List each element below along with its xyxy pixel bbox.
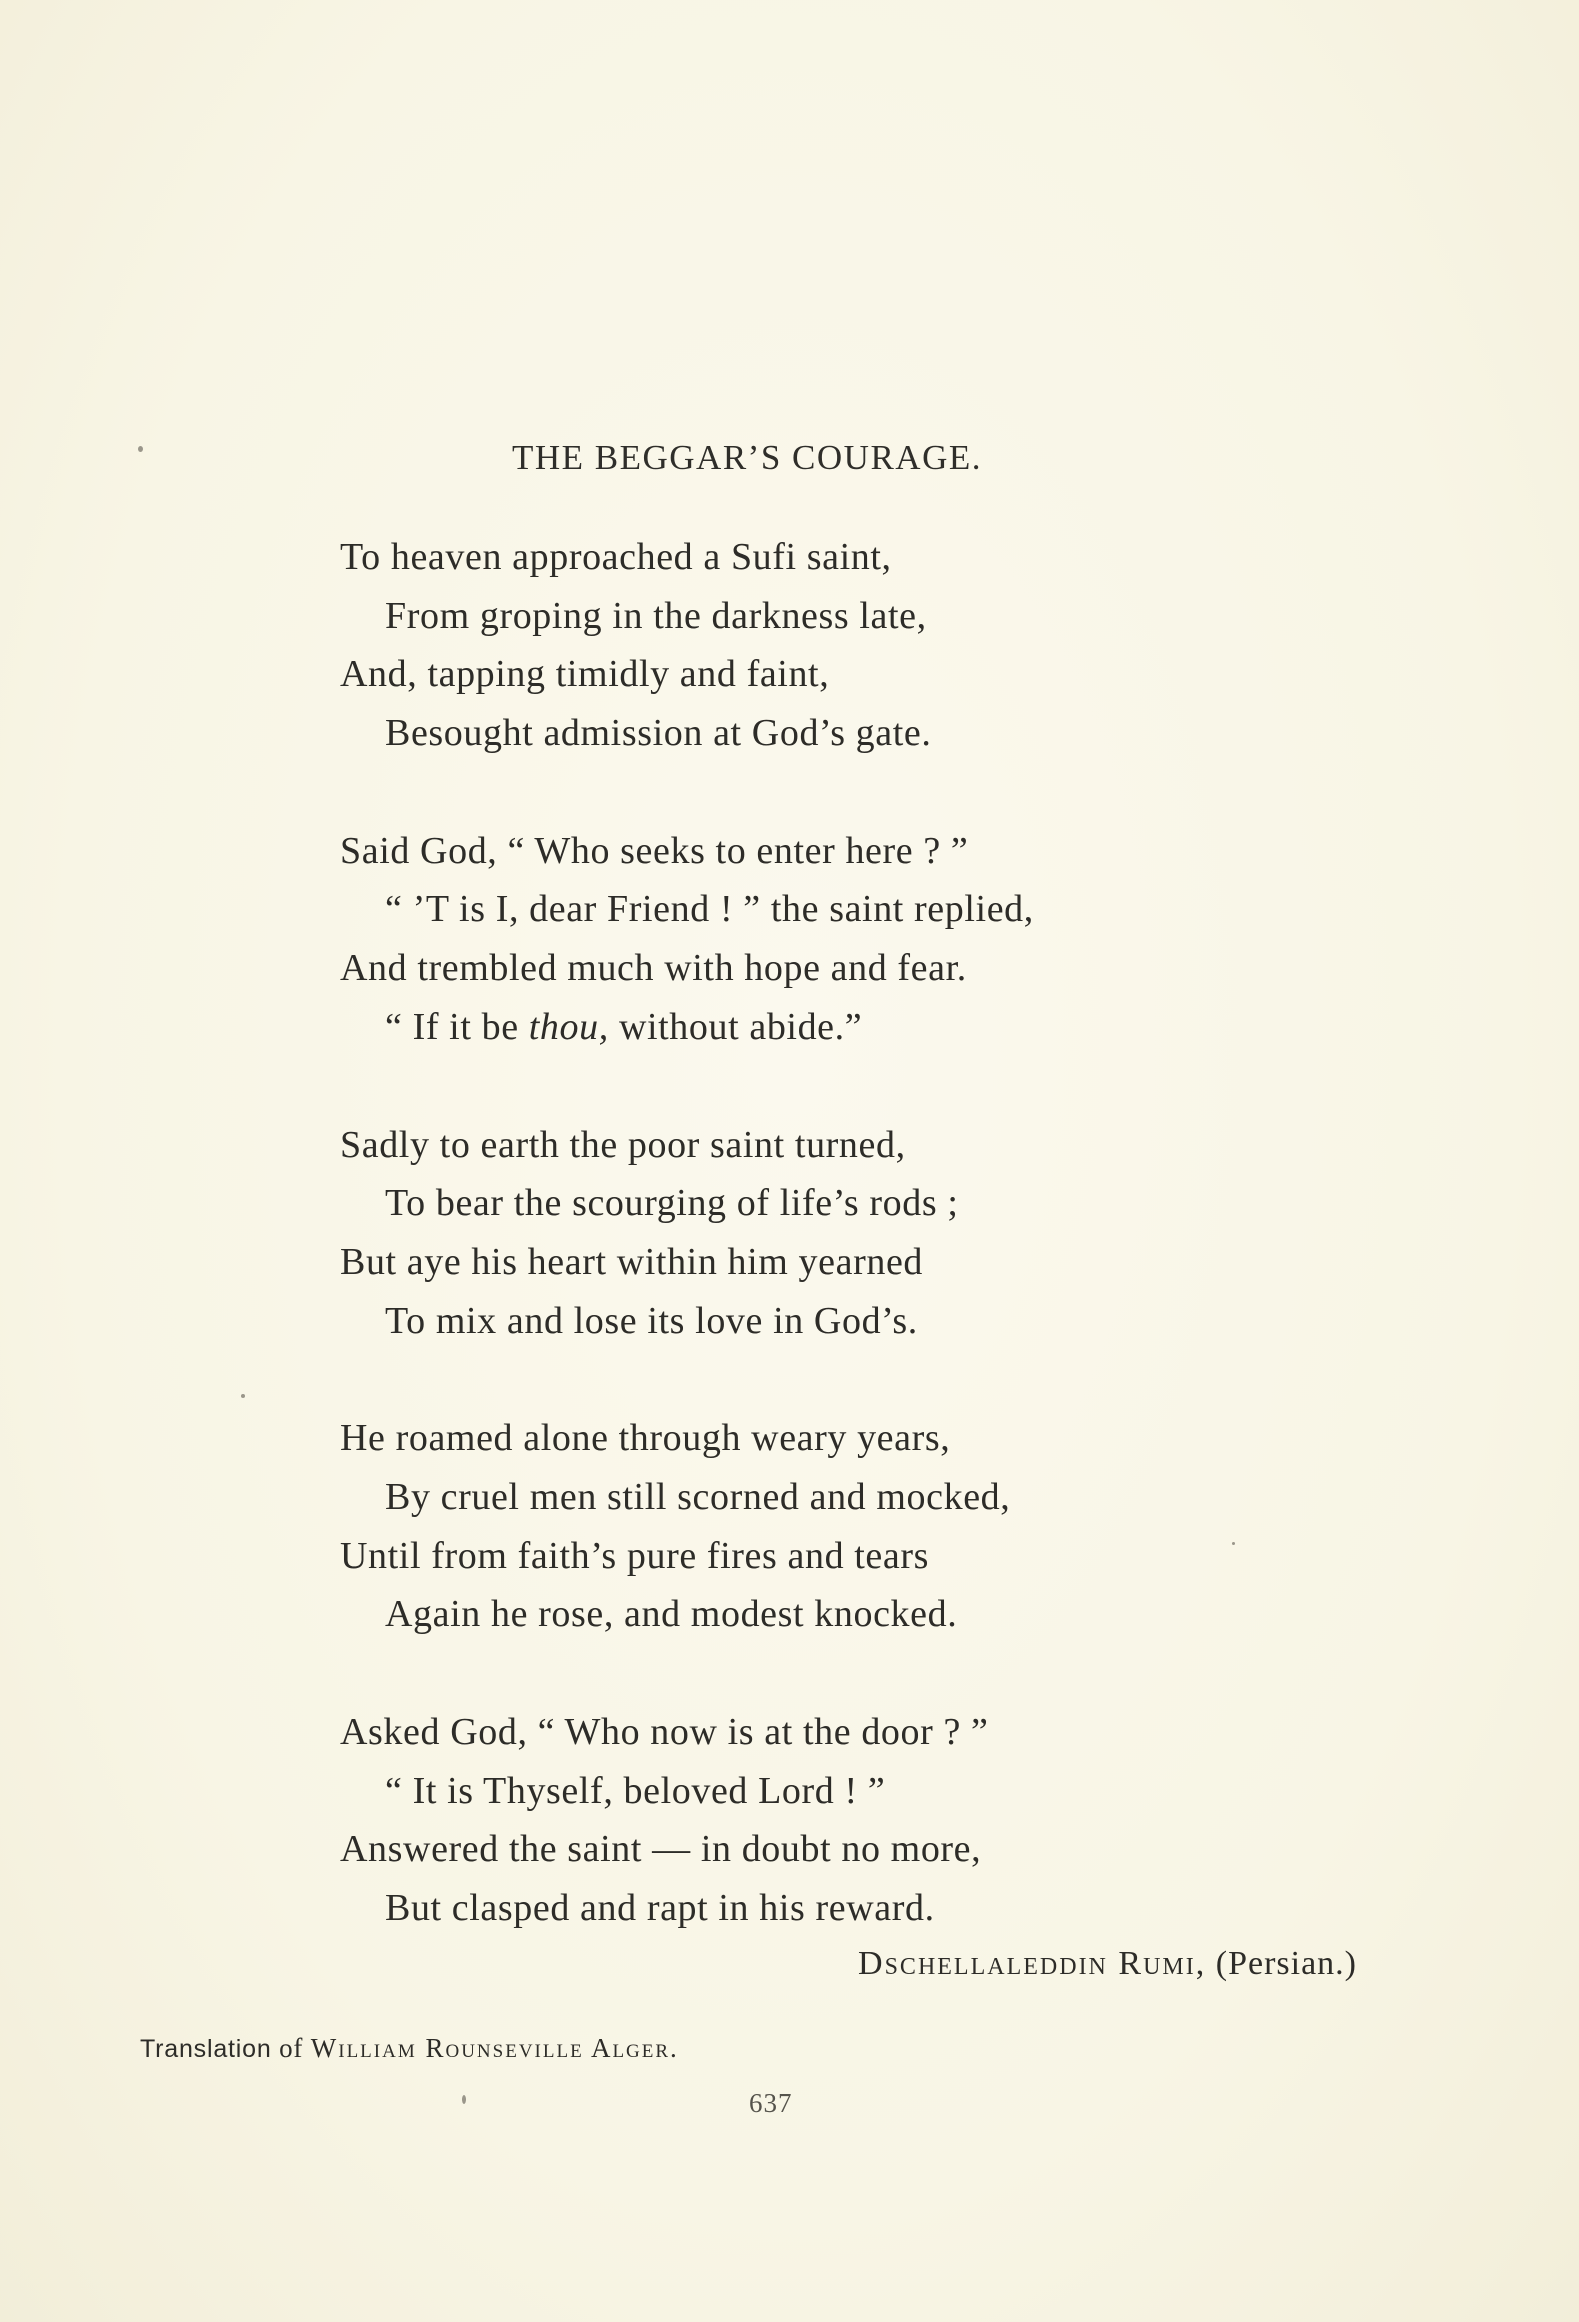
- stanza-2: [340, 822, 1240, 1057]
- paper-speck: [1232, 1542, 1235, 1545]
- poem-line: [340, 998, 1240, 1057]
- translation-label: Translation: [140, 2035, 272, 2063]
- poem-line: And trembled much with hope and fear.: [340, 947, 967, 990]
- poem-line-rest: without abide.”: [618, 1005, 863, 1048]
- poem-line: By cruel men still scorned and mocked,: [385, 1475, 1011, 1518]
- poem-line: But aye his heart within him yearned: [340, 1240, 924, 1283]
- poem-line: Answered the saint — in doubt no more,: [340, 1828, 982, 1871]
- poem-line: Asked God, “ Who now is at the door ? ”: [340, 1711, 989, 1753]
- poem-line: He roamed alone through weary years,: [340, 1417, 951, 1460]
- translator-name: William Rounseville Alger.: [310, 2033, 679, 2063]
- stanza-1: [340, 528, 1240, 763]
- poem-line: To bear the scourging of life’s rods ;: [385, 1182, 959, 1225]
- poem-line: Said God, “ Who seeks to enter here ? ”: [340, 829, 969, 872]
- poem-line: “ It is Thyself, beloved Lord ! ”: [385, 1769, 886, 1812]
- paper-speck: [241, 1394, 245, 1398]
- poem-line: To heaven approached a Sufi saint,: [340, 536, 892, 578]
- poem-line: To mix and lose its love in God’s.: [385, 1299, 918, 1342]
- emphasized-word: thou,: [528, 1005, 609, 1048]
- stanza-5: [340, 1703, 1240, 1938]
- author-name: Dschellaleddin Rumi,: [858, 1945, 1207, 1982]
- stanza-4: [340, 1409, 1240, 1644]
- stanza-3: [340, 1116, 1240, 1351]
- poem-line-prefix: “ If it be: [385, 1005, 519, 1048]
- poem-line: Sadly to earth the poor saint turned,: [340, 1123, 906, 1166]
- poem-body: [340, 528, 1240, 1997]
- paper-speck: [462, 2095, 466, 2104]
- page-number: 637: [749, 2088, 793, 2118]
- poem-line: Again he rose, and modest knocked.: [385, 1593, 958, 1636]
- poem-attribution: [858, 1945, 1357, 1983]
- poem-line: Until from faith’s pure fires and tears: [340, 1534, 930, 1577]
- paper-speck: [138, 446, 143, 452]
- poem-line: From groping in the darkness late,: [385, 594, 927, 637]
- poem-line: Besought admission at God’s gate.: [385, 712, 932, 755]
- poem-title: THE BEGGAR’S COURAGE.: [512, 438, 982, 477]
- author-origin: (Persian.): [1215, 1945, 1357, 1982]
- poem-line: “ ’T is I, dear Friend ! ” the saint replied,: [385, 888, 1034, 931]
- poem-line: And, tapping timidly and faint,: [340, 653, 830, 696]
- translation-of: of: [279, 2033, 304, 2063]
- poem-line: But clasped and rapt in his reward.: [385, 1887, 935, 1930]
- translation-credit: [140, 2033, 679, 2064]
